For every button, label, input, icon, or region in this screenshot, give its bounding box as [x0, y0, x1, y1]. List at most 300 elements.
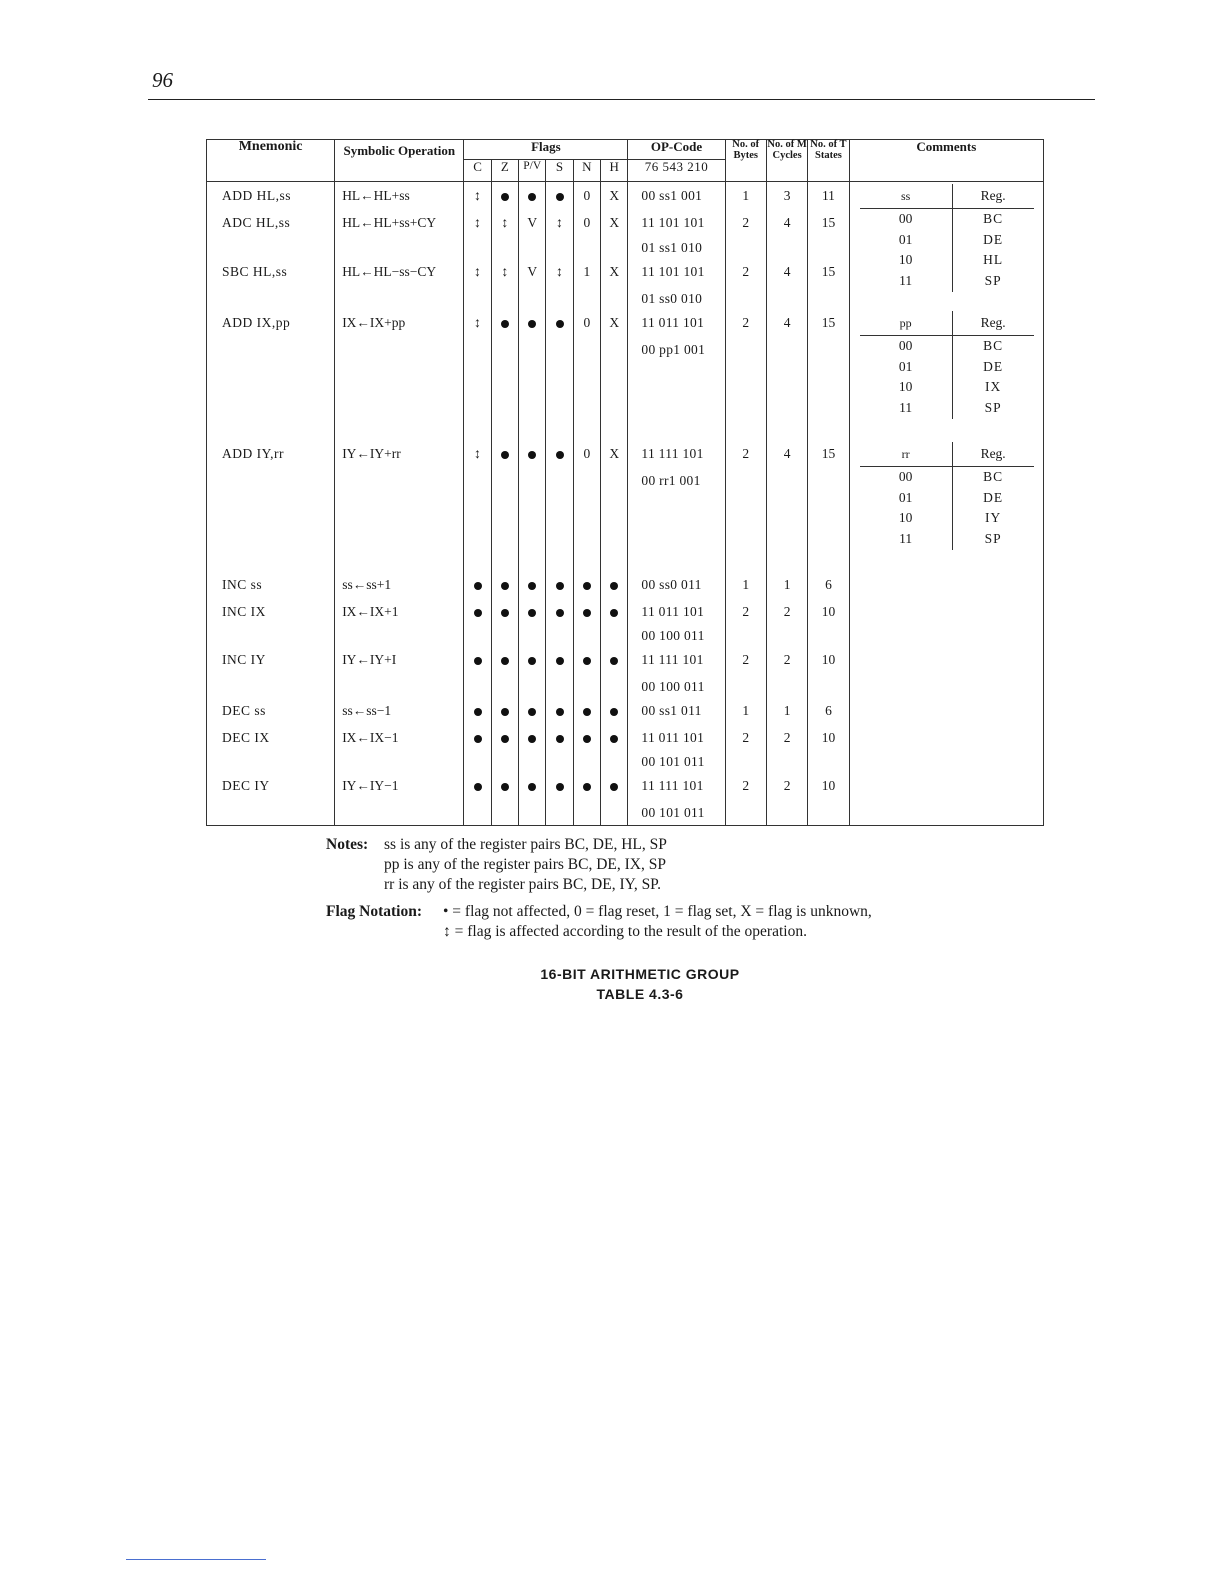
header-opcode: OP-Code	[628, 140, 725, 160]
flag-cell	[464, 750, 491, 774]
header-flag-pv: P/V	[519, 160, 546, 182]
flag-cell	[546, 236, 573, 260]
comments-cell	[849, 726, 1043, 750]
flag-cell	[519, 287, 546, 311]
bytes-cell: 2	[725, 211, 766, 236]
mnemonic-cell: SBC HL,ss	[207, 260, 335, 287]
instruction-table	[206, 139, 1044, 826]
flag-value: ↕	[474, 265, 482, 280]
flag-cell	[519, 182, 546, 212]
not-affected-dot	[528, 320, 536, 328]
register-name: IY	[985, 510, 1002, 526]
not-affected-dot	[556, 320, 564, 328]
flag-value: 0	[583, 446, 591, 461]
register-name: SP	[984, 400, 1002, 416]
flag-cell	[464, 774, 491, 801]
mcycles-cell: 2	[766, 726, 807, 750]
flag-cell	[491, 648, 518, 675]
flag-cell	[546, 624, 573, 648]
table-row	[207, 675, 1044, 699]
not-affected-dot	[556, 735, 564, 743]
not-affected-dot	[501, 735, 509, 743]
flag-cell	[573, 675, 600, 699]
flag-cell	[491, 726, 518, 750]
flag-cell	[491, 801, 518, 826]
flag-cell	[573, 726, 600, 750]
flag-cell	[573, 469, 600, 573]
operation-cell: HL←HL+ss+CY	[335, 211, 464, 236]
flag-cell	[573, 573, 600, 600]
operation-cell	[335, 469, 464, 573]
flag-cell	[601, 699, 628, 726]
not-affected-dot	[528, 582, 536, 590]
flag-cell	[573, 287, 600, 311]
header-flag-h: H	[601, 160, 628, 182]
flag-cell	[464, 311, 491, 338]
not-affected-dot	[528, 609, 536, 617]
comments-cell	[849, 750, 1043, 774]
not-affected-dot	[583, 708, 591, 716]
tstates-cell	[808, 287, 849, 311]
flag-value: X	[609, 188, 620, 203]
flag-cell	[573, 182, 600, 212]
register-code-row	[860, 398, 1034, 419]
opcode-cell: 00 100 011	[628, 675, 725, 699]
register-code: 10	[860, 508, 953, 529]
flag-cell	[546, 311, 573, 338]
not-affected-dot	[583, 582, 591, 590]
register-code: 01	[860, 488, 953, 509]
bytes-cell	[725, 469, 766, 573]
not-affected-dot	[610, 708, 618, 716]
tstates-cell: 11	[808, 182, 849, 212]
not-affected-dot	[501, 609, 509, 617]
register-reg-label: Reg.	[980, 446, 1006, 461]
operation-cell: IX←IX−1	[335, 726, 464, 750]
register-code-row	[860, 529, 1034, 550]
opcode-cell: 00 pp1 001	[628, 338, 725, 442]
register-code-row	[860, 209, 1034, 230]
flag-cell	[601, 469, 628, 573]
not-affected-dot	[556, 582, 564, 590]
opcode-cell: 01 ss0 010	[628, 287, 725, 311]
header-flags: Flags	[464, 140, 628, 160]
header-flag-s: S	[546, 160, 573, 182]
register-code: 00	[860, 209, 953, 230]
flag-cell	[546, 442, 573, 469]
not-affected-dot	[610, 735, 618, 743]
mcycles-cell: 4	[766, 260, 807, 287]
opcode-cell: 01 ss1 010	[628, 236, 725, 260]
flag-value: V	[527, 215, 538, 230]
not-affected-dot	[528, 657, 536, 665]
register-code-row	[860, 467, 1034, 488]
tstates-cell	[808, 675, 849, 699]
header-opcode-bits: 76 543 210	[628, 160, 725, 182]
operation-cell: IX←IX+1	[335, 600, 464, 624]
mnemonic-cell: ADC HL,ss	[207, 211, 335, 236]
table-row	[207, 624, 1044, 648]
flag-cell	[491, 573, 518, 600]
not-affected-dot	[501, 193, 509, 201]
opcode-cell: 00 ss1 001	[628, 182, 725, 212]
flag-value: ↕	[474, 316, 482, 331]
bytes-cell: 2	[725, 311, 766, 338]
flag-cell	[546, 699, 573, 726]
flag-cell	[464, 600, 491, 624]
flag-cell	[573, 774, 600, 801]
register-code-table	[860, 442, 1034, 550]
flag-cell	[491, 211, 518, 236]
flag-cell	[464, 260, 491, 287]
opcode-cell: 11 111 101	[628, 442, 725, 469]
bytes-cell	[725, 338, 766, 442]
flag-cell	[464, 287, 491, 311]
opcode-cell: 11 101 101	[628, 211, 725, 236]
tstates-cell: 10	[808, 726, 849, 750]
flag-cell	[573, 801, 600, 826]
mnemonic-cell: INC IX	[207, 600, 335, 624]
flag-cell	[546, 801, 573, 826]
flag-cell	[491, 774, 518, 801]
bytes-cell: 1	[725, 699, 766, 726]
flag-cell	[546, 260, 573, 287]
opcode-cell: 00 101 011	[628, 801, 725, 826]
bytes-cell	[725, 624, 766, 648]
flag-cell	[464, 624, 491, 648]
table-caption	[440, 964, 840, 1004]
not-affected-dot	[501, 783, 509, 791]
flag-cell	[601, 211, 628, 236]
not-affected-dot	[501, 708, 509, 716]
table-row	[207, 648, 1044, 675]
register-code-row	[860, 230, 1034, 251]
table-row	[207, 442, 1044, 469]
flag-cell	[601, 648, 628, 675]
flag-cell	[464, 648, 491, 675]
opcode-cell: 11 101 101	[628, 260, 725, 287]
table-row	[207, 311, 1044, 338]
register-code: 01	[860, 357, 953, 378]
register-code: 11	[860, 398, 953, 419]
bytes-cell: 2	[725, 648, 766, 675]
not-affected-dot	[501, 582, 509, 590]
bytes-cell	[725, 801, 766, 826]
not-affected-dot	[501, 320, 509, 328]
operation-cell: HL←HL−ss−CY	[335, 260, 464, 287]
notes-label: Notes:	[326, 836, 369, 853]
mcycles-cell: 4	[766, 311, 807, 338]
register-code-row	[860, 336, 1034, 357]
not-affected-dot	[474, 657, 482, 665]
mcycles-cell	[766, 287, 807, 311]
table-row	[207, 801, 1044, 826]
bytes-cell	[725, 675, 766, 699]
opcode-cell: 00 ss1 011	[628, 699, 725, 726]
operation-cell: ss←ss+1	[335, 573, 464, 600]
flag-value: ↕	[474, 447, 482, 462]
header-mnemonic: Mnemonic	[207, 140, 335, 182]
flag-cell	[519, 750, 546, 774]
comments-cell	[849, 648, 1043, 675]
flag-notation-line: • = flag not affected, 0 = flag reset, 1 = flag set, X = flag is unknown,	[443, 903, 872, 920]
flag-cell	[601, 442, 628, 469]
register-code: 01	[860, 230, 953, 251]
mcycles-cell	[766, 469, 807, 573]
not-affected-dot	[610, 609, 618, 617]
mnemonic-cell	[207, 675, 335, 699]
register-code-row	[860, 377, 1034, 398]
opcode-cell: 11 011 101	[628, 726, 725, 750]
register-code-table	[860, 184, 1034, 292]
flag-cell	[464, 726, 491, 750]
operation-cell	[335, 675, 464, 699]
flag-cell	[519, 600, 546, 624]
register-name: IX	[985, 379, 1002, 395]
flag-cell	[464, 211, 491, 236]
header-comments: Comments	[849, 140, 1043, 182]
mcycles-cell: 2	[766, 648, 807, 675]
flag-cell	[546, 287, 573, 311]
flag-value: ↕	[474, 189, 482, 204]
flag-cell	[546, 182, 573, 212]
bytes-cell: 2	[725, 442, 766, 469]
register-reg-label: Reg.	[980, 188, 1006, 203]
flag-cell	[491, 675, 518, 699]
flag-cell	[573, 338, 600, 442]
register-name: BC	[983, 338, 1004, 353]
header-rule	[148, 99, 1095, 100]
flag-cell	[546, 469, 573, 573]
flag-cell	[601, 774, 628, 801]
flag-cell	[573, 699, 600, 726]
bytes-cell: 2	[725, 774, 766, 801]
flag-cell	[546, 338, 573, 442]
mnemonic-cell: DEC IX	[207, 726, 335, 750]
flag-value: X	[609, 315, 620, 330]
tstates-cell: 15	[808, 260, 849, 287]
mcycles-cell	[766, 624, 807, 648]
tstates-cell	[808, 750, 849, 774]
opcode-cell: 11 111 101	[628, 774, 725, 801]
mnemonic-cell: INC ss	[207, 573, 335, 600]
not-affected-dot	[474, 708, 482, 716]
register-code: 00	[860, 336, 953, 357]
header-flag-c: C	[464, 160, 491, 182]
not-affected-dot	[474, 582, 482, 590]
opcode-cell: 00 101 011	[628, 750, 725, 774]
operation-cell: IY←IY+rr	[335, 442, 464, 469]
operation-cell	[335, 236, 464, 260]
table-row	[207, 182, 1044, 212]
tstates-cell	[808, 801, 849, 826]
mcycles-cell	[766, 750, 807, 774]
mcycles-cell: 2	[766, 774, 807, 801]
mnemonic-cell	[207, 287, 335, 311]
not-affected-dot	[528, 193, 536, 201]
caption-title: 16-BIT ARITHMETIC GROUP	[540, 966, 740, 982]
not-affected-dot	[556, 708, 564, 716]
flag-cell	[491, 287, 518, 311]
flag-cell	[573, 311, 600, 338]
tstates-cell: 10	[808, 600, 849, 624]
bytes-cell: 1	[725, 182, 766, 212]
flag-cell	[464, 338, 491, 442]
note-line: pp is any of the register pairs BC, DE, IX, SP	[384, 856, 666, 873]
register-key-label: pp	[860, 311, 953, 335]
mcycles-cell: 1	[766, 573, 807, 600]
operation-cell: HL←HL+ss	[335, 182, 464, 212]
mnemonic-cell	[207, 236, 335, 260]
not-affected-dot	[556, 783, 564, 791]
flag-cell	[601, 801, 628, 826]
not-affected-dot	[474, 609, 482, 617]
flag-cell	[491, 260, 518, 287]
bytes-cell	[725, 236, 766, 260]
register-name: DE	[983, 489, 1004, 505]
mnemonic-cell: ADD IY,rr	[207, 442, 335, 469]
tstates-cell	[808, 338, 849, 442]
tstates-cell: 15	[808, 211, 849, 236]
flag-cell	[519, 469, 546, 573]
flag-cell	[491, 699, 518, 726]
flag-cell	[601, 600, 628, 624]
mnemonic-cell	[207, 801, 335, 826]
register-name: SP	[984, 531, 1002, 547]
flag-cell	[519, 311, 546, 338]
flag-cell	[601, 573, 628, 600]
flag-cell	[491, 236, 518, 260]
operation-cell: ss←ss−1	[335, 699, 464, 726]
mcycles-cell: 2	[766, 600, 807, 624]
tstates-cell: 6	[808, 699, 849, 726]
flag-cell	[519, 699, 546, 726]
table-row	[207, 750, 1044, 774]
tstates-cell: 10	[808, 774, 849, 801]
flag-value: 1	[583, 264, 591, 279]
table-row	[207, 573, 1044, 600]
note-line: rr is any of the register pairs BC, DE, IY, SP.	[384, 876, 661, 893]
opcode-cell: 11 011 101	[628, 311, 725, 338]
not-affected-dot	[556, 451, 564, 459]
flag-value: ↕	[501, 216, 509, 231]
flag-value: X	[609, 264, 620, 279]
header-symbolic: Symbolic Operation	[335, 140, 464, 182]
flag-value: 0	[583, 315, 591, 330]
flag-cell	[519, 442, 546, 469]
operation-cell: IY←IY+I	[335, 648, 464, 675]
mnemonic-cell: DEC IY	[207, 774, 335, 801]
operation-cell: IY←IY−1	[335, 774, 464, 801]
flag-cell	[519, 211, 546, 236]
register-name: BC	[983, 211, 1004, 226]
not-affected-dot	[610, 582, 618, 590]
comments-cell	[849, 442, 1043, 573]
flag-cell	[546, 211, 573, 236]
operation-cell	[335, 801, 464, 826]
mcycles-cell: 1	[766, 699, 807, 726]
register-code-row	[860, 357, 1034, 378]
flag-cell	[546, 648, 573, 675]
table-row	[207, 600, 1044, 624]
tstates-cell	[808, 624, 849, 648]
mcycles-cell	[766, 236, 807, 260]
flag-cell	[573, 624, 600, 648]
flag-cell	[601, 338, 628, 442]
mcycles-cell	[766, 801, 807, 826]
mcycles-cell: 3	[766, 182, 807, 212]
comments-cell	[849, 774, 1043, 801]
flag-cell	[546, 750, 573, 774]
table-row	[207, 726, 1044, 750]
mnemonic-cell: DEC ss	[207, 699, 335, 726]
flag-cell	[464, 573, 491, 600]
tstates-cell: 10	[808, 648, 849, 675]
operation-cell	[335, 624, 464, 648]
flag-cell	[491, 442, 518, 469]
opcode-cell: 11 111 101	[628, 648, 725, 675]
opcode-cell: 00 100 011	[628, 624, 725, 648]
not-affected-dot	[556, 193, 564, 201]
register-key-label: ss	[860, 184, 953, 208]
bytes-cell	[725, 287, 766, 311]
flag-cell	[519, 801, 546, 826]
comments-cell	[849, 182, 1043, 312]
bytes-cell: 2	[725, 260, 766, 287]
flag-cell	[573, 211, 600, 236]
not-affected-dot	[528, 783, 536, 791]
flag-value: 0	[583, 188, 591, 203]
page-number: 96	[152, 68, 173, 92]
flag-notation	[326, 902, 872, 942]
flag-cell	[519, 573, 546, 600]
flag-cell	[464, 801, 491, 826]
register-reg-label: Reg.	[980, 315, 1006, 330]
register-name: HL	[983, 252, 1004, 268]
not-affected-dot	[528, 451, 536, 459]
table-row	[207, 774, 1044, 801]
flag-cell	[601, 750, 628, 774]
mnemonic-cell: ADD IX,pp	[207, 311, 335, 338]
mcycles-cell	[766, 675, 807, 699]
flag-cell	[601, 624, 628, 648]
flag-cell	[519, 726, 546, 750]
flag-cell	[573, 442, 600, 469]
not-affected-dot	[474, 783, 482, 791]
register-code: 11	[860, 529, 953, 550]
comments-cell	[849, 801, 1043, 826]
flag-cell	[491, 750, 518, 774]
flag-cell	[519, 236, 546, 260]
flag-cell	[519, 648, 546, 675]
comments-cell	[849, 675, 1043, 699]
flag-cell	[491, 338, 518, 442]
table-row	[207, 699, 1044, 726]
comments-cell	[849, 699, 1043, 726]
register-code: 00	[860, 467, 953, 488]
not-affected-dot	[501, 451, 509, 459]
not-affected-dot	[556, 657, 564, 665]
register-code: 11	[860, 271, 953, 292]
comments-cell	[849, 600, 1043, 624]
flag-cell	[519, 260, 546, 287]
not-affected-dot	[583, 735, 591, 743]
flag-cell	[546, 600, 573, 624]
mcycles-cell	[766, 338, 807, 442]
flag-value: X	[609, 446, 620, 461]
not-affected-dot	[610, 657, 618, 665]
flag-notation-line: ↕ = flag is affected according to the result of the operation.	[443, 923, 807, 940]
